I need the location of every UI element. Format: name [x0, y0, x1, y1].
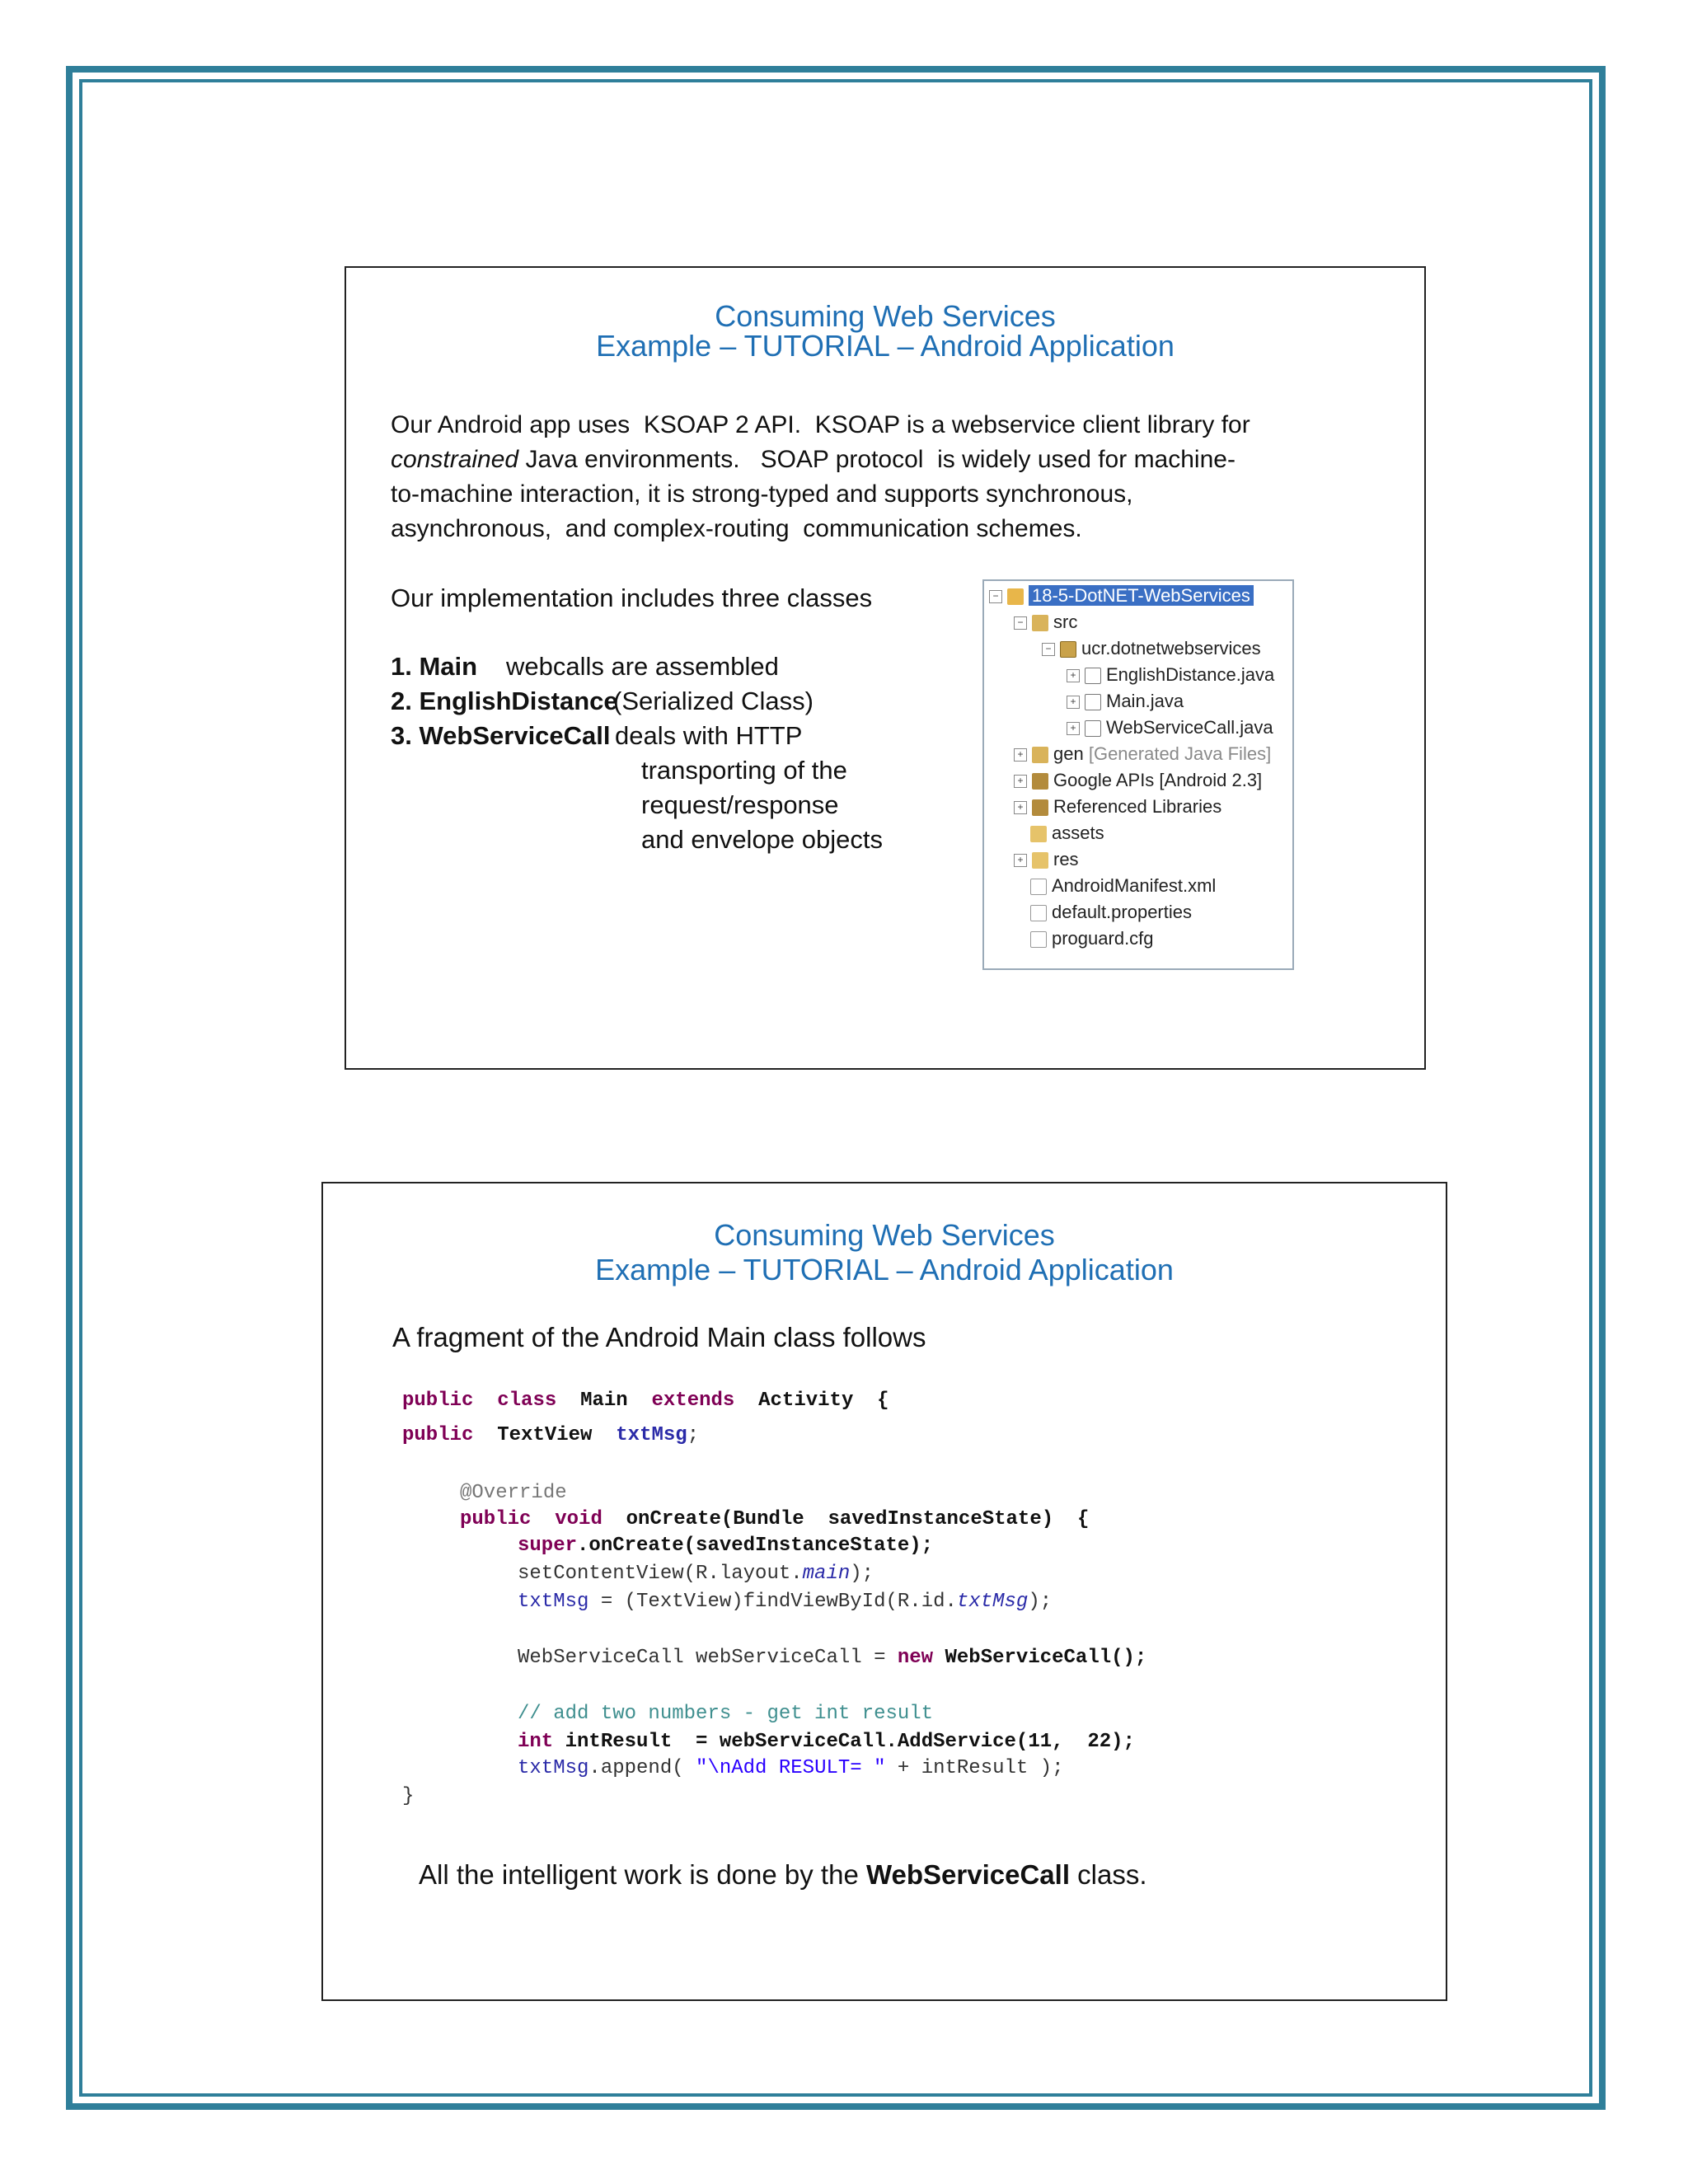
library-icon — [1032, 799, 1048, 816]
expand-icon[interactable]: + — [1014, 801, 1027, 814]
class-name: 2. EnglishDistance — [391, 687, 618, 715]
italic-word: constrained — [391, 446, 519, 473]
class-desc-continuation: transporting of the — [641, 756, 847, 785]
config-file-icon — [1030, 931, 1047, 948]
tree-node-package[interactable]: − ucr.dotnetwebservices — [1042, 637, 1261, 660]
folder-icon — [1032, 852, 1048, 869]
paragraph-line-2 — [391, 443, 1297, 477]
class-desc: deals with HTTP — [615, 721, 803, 750]
xml-file-icon — [1030, 879, 1047, 895]
paragraph-line-3: to-machine interaction, it is strong-typed and supports synchronous, — [391, 480, 1133, 508]
generated-folder-icon — [1032, 747, 1048, 763]
java-file-icon — [1085, 720, 1101, 737]
code-line-4: public void onCreate(Bundle savedInstanceState) { — [460, 1508, 1090, 1530]
tree-node-default-properties[interactable]: default.properties — [1030, 901, 1192, 924]
code-line-11: txtMsg.append( "\nAdd RESULT= " + intResult ); — [518, 1757, 1064, 1779]
code-line-7: txtMsg = (TextView)findViewById(R.id.txtMsg); — [518, 1591, 1053, 1613]
tree-node-file[interactable]: + Main.java — [1067, 690, 1184, 713]
tree-node-google-apis[interactable]: + Google APIs [Android 2.3] — [1014, 769, 1262, 792]
paragraph-line-4: asynchronous, and complex-routing communication schemes. — [391, 515, 1082, 542]
expand-icon[interactable]: + — [1014, 854, 1027, 867]
tree-node-file[interactable]: + WebServiceCall.java — [1067, 716, 1273, 739]
class-item-englishdistance — [391, 684, 814, 719]
class-desc-continuation: request/response — [641, 790, 839, 819]
project-explorer-tree — [982, 579, 1294, 970]
code-line-1: public class Main extends Activity { — [402, 1390, 889, 1412]
tree-node-proguard[interactable]: proguard.cfg — [1030, 927, 1154, 950]
slide-2 — [321, 1182, 1447, 2001]
code-line-3: @Override — [460, 1482, 567, 1504]
java-file-icon — [1085, 694, 1101, 710]
tree-node-assets[interactable]: assets — [1030, 822, 1104, 845]
class-desc: (Serialized Class) — [613, 687, 814, 715]
slide-1 — [345, 266, 1426, 1070]
expand-icon[interactable]: + — [1067, 669, 1080, 682]
tree-node-res[interactable]: + res — [1014, 848, 1079, 871]
class-item-webservicecall — [391, 719, 803, 753]
paragraph-line-2-rest: Java environments. SOAP protocol is widely used for machine- — [518, 446, 1236, 473]
slide-1-subtitle: Example – TUTORIAL – Android Application — [596, 329, 1175, 363]
folder-icon — [1030, 826, 1047, 842]
class-desc: webcalls are assembled — [506, 652, 779, 681]
tree-node-referenced-libraries[interactable]: + Referenced Libraries — [1014, 795, 1221, 818]
slide-1-paragraph — [391, 408, 1297, 546]
collapse-icon[interactable]: − — [989, 590, 1002, 603]
tree-node-src[interactable]: − src — [1014, 611, 1077, 634]
library-icon — [1032, 773, 1048, 790]
collapse-icon[interactable]: − — [1014, 616, 1027, 630]
class-name: 1. Main — [391, 652, 478, 681]
slide-2-title: Consuming Web Services — [714, 1218, 1055, 1252]
expand-icon[interactable]: + — [1014, 775, 1027, 788]
project-icon — [1007, 588, 1024, 605]
class-desc-continuation: and envelope objects — [641, 825, 884, 854]
tree-node-manifest[interactable]: AndroidManifest.xml — [1030, 874, 1216, 898]
slide-1-title: Consuming Web Services — [715, 299, 1056, 333]
expand-icon[interactable]: + — [1067, 696, 1080, 709]
slide-2-conclusion: All the intelligent work is done by the WebServiceCall class. — [419, 1859, 1147, 1890]
package-icon — [1060, 641, 1076, 658]
class-name: 3. WebServiceCall — [391, 721, 611, 750]
code-line-6: setContentView(R.layout.main); — [518, 1563, 874, 1585]
slide-2-intro: A fragment of the Android Main class follows — [392, 1322, 926, 1352]
source-folder-icon — [1032, 615, 1048, 631]
code-line-5: super.onCreate(savedInstanceState); — [518, 1535, 934, 1557]
code-line-10: int intResult = webServiceCall.AddService(11, 22); — [518, 1731, 1135, 1753]
implementation-text: Our implementation includes three classes — [391, 583, 873, 612]
code-line-9: // add two numbers - get int result — [518, 1703, 934, 1725]
class-item-main — [391, 649, 779, 684]
properties-file-icon — [1030, 905, 1047, 921]
expand-icon[interactable]: + — [1014, 748, 1027, 762]
tree-node-gen[interactable]: + gen [Generated Java Files] — [1014, 743, 1271, 766]
slide-2-subtitle: Example – TUTORIAL – Android Application — [595, 1253, 1174, 1286]
code-line-8: WebServiceCall webServiceCall = new WebServiceCall(); — [518, 1647, 1147, 1669]
paragraph-line-1: Our Android app uses KSOAP 2 API. KSOAP is a webservice client library for — [391, 411, 1250, 438]
tree-node-file[interactable]: + EnglishDistance.java — [1067, 663, 1274, 687]
code-line-2: public TextView txtMsg; — [402, 1424, 700, 1446]
java-file-icon — [1085, 668, 1101, 684]
tree-node-project[interactable]: − 18-5-DotNET-WebServices — [989, 584, 1254, 607]
code-line-12: } — [402, 1785, 415, 1807]
collapse-icon[interactable]: − — [1042, 643, 1055, 656]
expand-icon[interactable]: + — [1067, 722, 1080, 735]
